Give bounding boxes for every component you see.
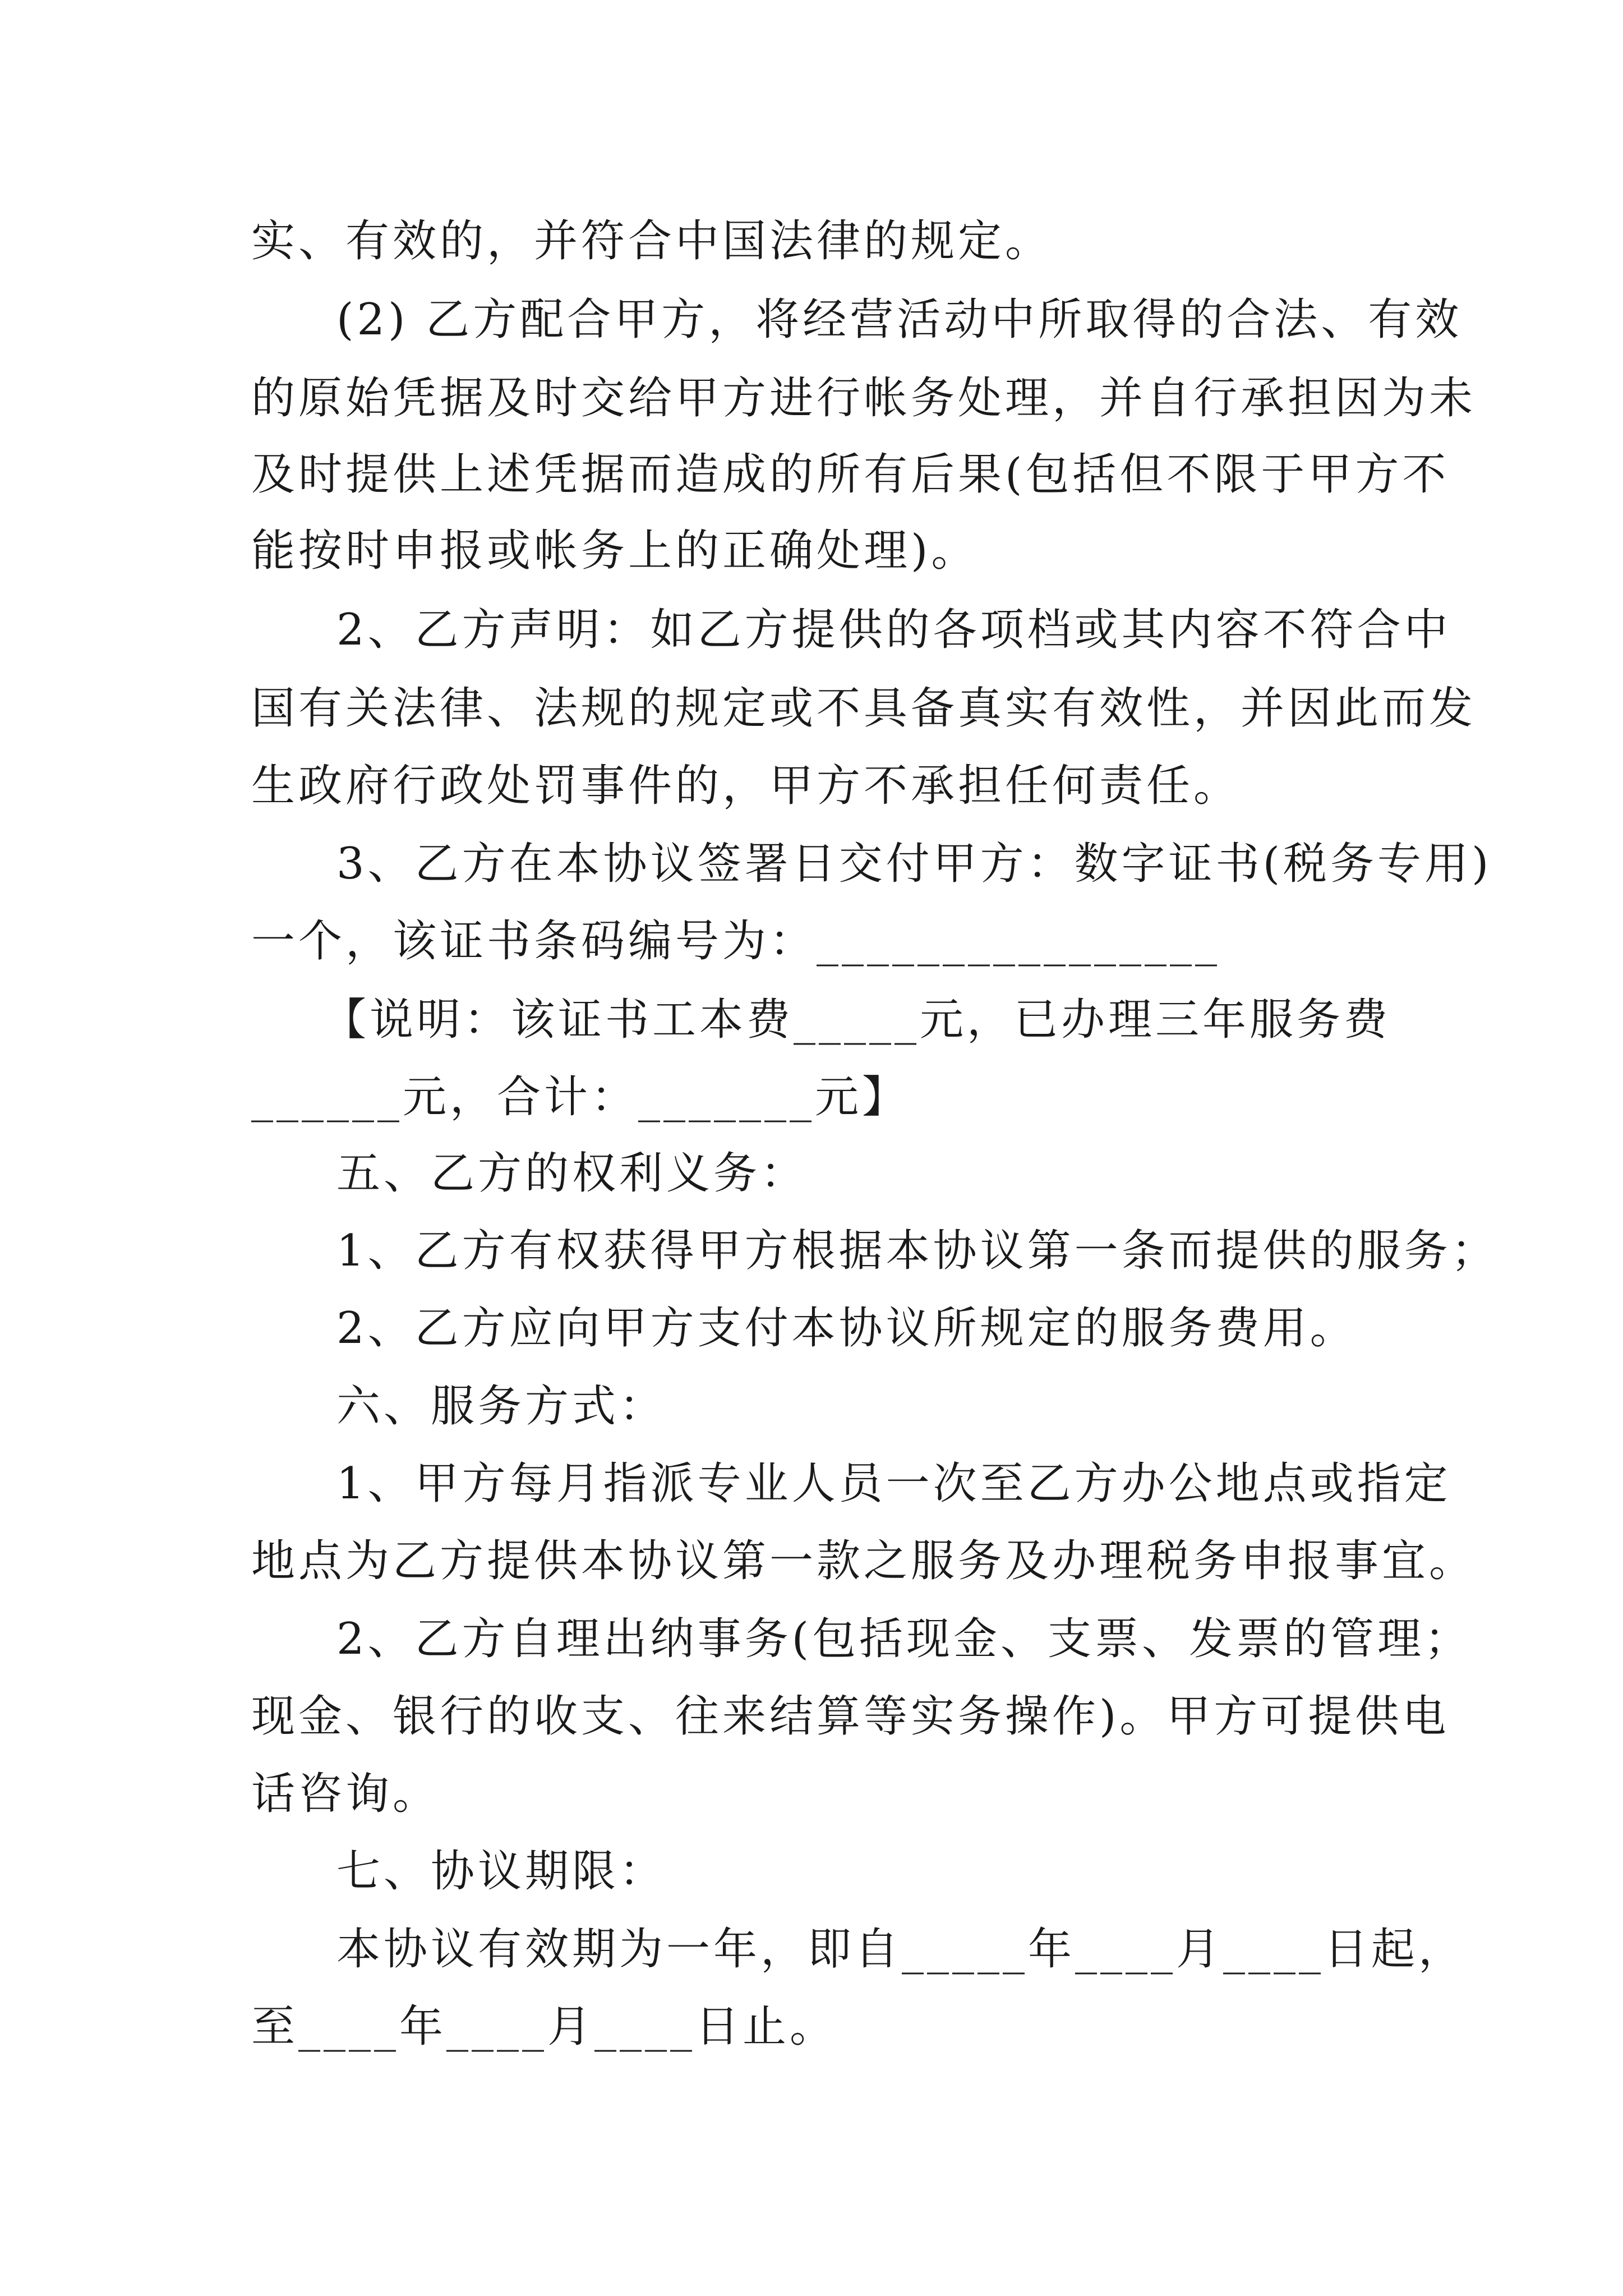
paragraph-line: 国有关法律、法规的规定或不具备真实有效性，并因此而发 xyxy=(251,683,1477,734)
paragraph-line: 一个，该证书条码编号为：________________ xyxy=(251,916,1221,967)
paragraph-line: 2、乙方自理出纳事务(包括现金、支票、发票的管理； xyxy=(336,1614,1472,1664)
paragraph-line: 1、乙方有权获得甲方根据本协议第一条而提供的服务； xyxy=(336,1226,1498,1276)
paragraph-line: 及时提供上述凭据而造成的所有后果(包括但不限于甲方不 xyxy=(251,449,1450,500)
paragraph-line: 【说明：该证书工本费_____元，已办理三年服务费 xyxy=(322,995,1391,1045)
paragraph-line: 地点为乙方提供本协议第一款之服务及办理税务申报事宜。 xyxy=(251,1536,1477,1586)
paragraph-line: 本协议有效期为一年，即自_____年____月____日起， xyxy=(336,1924,1466,1975)
paragraph-line: 现金、银行的收支、往来结算等实务操作)。甲方可提供电 xyxy=(251,1691,1450,1742)
paragraph-line: 1、甲方每月指派专业人员一次至乙方办公地点或指定 xyxy=(336,1458,1451,1509)
paragraph-line: 实、有效的，并符合中国法律的规定。 xyxy=(251,216,1053,266)
section-heading: 六、服务方式： xyxy=(336,1381,667,1432)
section-heading: 五、乙方的权利义务： xyxy=(336,1148,808,1199)
paragraph-line: 能按时申报或帐务上的正确处理)。 xyxy=(251,526,979,576)
paragraph-line: (2) 乙方配合甲方，将经营活动中所取得的合法、有效 xyxy=(336,295,1463,345)
paragraph-line: 生政府行政处罚事件的，甲方不承担任何责任。 xyxy=(251,761,1241,811)
paragraph-line: 2、乙方应向甲方支付本协议所规定的服务费用。 xyxy=(336,1303,1357,1354)
paragraph-line: 话咨询。 xyxy=(251,1769,440,1819)
paragraph-line: 至____年____月____日止。 xyxy=(251,2001,837,2052)
paragraph-line: 2、乙方声明：如乙方提供的各项档或其内容不符合中 xyxy=(336,605,1451,655)
paragraph-line: 的原始凭据及时交给甲方进行帐务处理，并自行承担因为未 xyxy=(251,373,1477,424)
paragraph-line: ______元，合计：_______元】 xyxy=(251,1072,910,1122)
section-heading: 七、协议期限： xyxy=(336,1846,667,1897)
paragraph-line: 3、乙方在本协议签署日交付甲方：数字证书(税务专用) xyxy=(336,839,1492,889)
